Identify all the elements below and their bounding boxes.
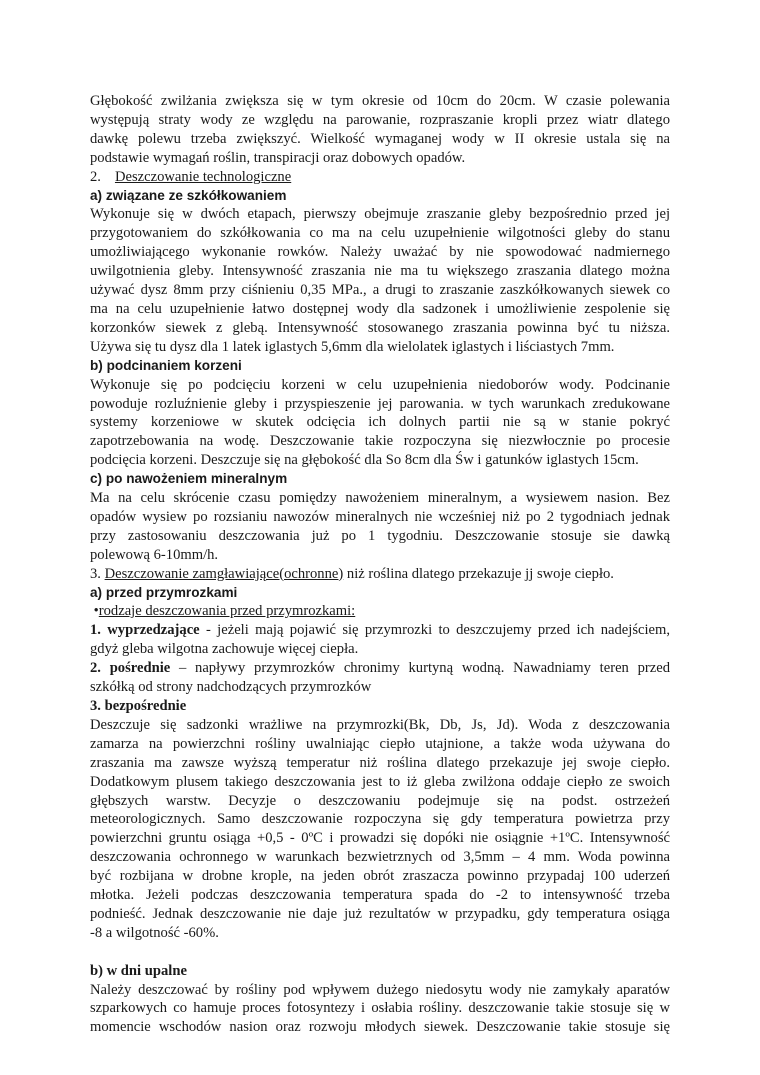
item-label: 2. pośrednie <box>90 660 171 677</box>
text-line: szkółką od strony nadchodzących przymrozków <box>90 679 372 696</box>
text-line <box>90 659 670 678</box>
text-line: Wykonuje się w dwóch etapach, pierwszy obejmuje zraszanie gleby bezpośrednio przed jej <box>90 206 670 223</box>
paragraph-item-3 <box>90 716 670 943</box>
text-line <box>90 621 670 640</box>
section-2-heading <box>90 168 670 187</box>
text-line: zamarza na powierzchni rośliny uwalniając ciepło utajnione, a także woda używana do <box>90 735 670 752</box>
text-line: gdyż gleba wilgotna zachowuje więcej ciepła. <box>90 641 359 658</box>
section-title: Deszczowanie zamgławiające(ochronne) <box>104 565 344 582</box>
text-line: -8 a wilgotność -60%. <box>90 924 219 941</box>
text-line: przygotowaniem do szkółkowania co ma na celu uzupełnienie wilgotności gleby do stanu <box>90 225 670 242</box>
text-line: powierzchni gruntu osiąga +0,5 - 0ºC i prowadzi się dopóki nie osiągnie +1ºC. Intensywność <box>90 830 670 847</box>
text-line: zapotrzebowania na wodę. Deszczowanie takie rozpoczyna się niezwłocznie po procesie <box>90 433 670 450</box>
section-title: Deszczowanie technologiczne <box>114 168 292 185</box>
paragraph-b <box>90 376 670 471</box>
text-line: meteorologicznych. Samo deszczowanie rozpoczyna się gdy temperatura powietrza przy <box>90 811 670 828</box>
subheading-3a: a) przed przymrozkami <box>90 584 238 600</box>
item-2 <box>90 659 670 697</box>
text-line: umożliwiającego wykonanie rowków. Należy uważać by nie spowodować nadmiernego <box>90 244 670 261</box>
item-1 <box>90 621 670 659</box>
section-title-rest: niż roślina dlatego przekazuje jj swoje ciepło. <box>343 565 614 582</box>
text-line: Używa się tu dysz dla 1 latek iglastych 5,6mm dla wielolatek iglastych i liściastych 7mm. <box>90 338 615 355</box>
text-line: podnieść. Jednak deszczowanie nie daje już rezultatów w przypadku, gdy temperatura osiąga <box>90 905 670 922</box>
text-line: podstawie wymagań roślin, transpiracji oraz dobowych opadów. <box>90 149 466 166</box>
text-line: powoduje rozluźnienie gleby i przyspieszenie jej parowania. w tych warunkach zredukowane <box>90 395 670 412</box>
paragraph-c <box>90 489 670 565</box>
text-line: uwilgotnienia gleby. Intensywność zraszania nie ma tu większego zraszania dlatego można <box>90 263 670 280</box>
text-line: ma na celu uzupełnienie łatwo dostępnej wody dla sadzonek i umożliwienie zespolenie się <box>90 300 670 317</box>
text-line: Należy deszczować by rośliny pod wpływem dużego niedosytu wody nie zamykały aparatów <box>90 981 670 998</box>
bullet-text: rodzaje deszczowania przed przymrozkami: <box>98 603 356 620</box>
item-text: - jeżeli mają pojawić się przymrozki to deszczujemy przed ich nadejściem, <box>199 622 671 639</box>
text-line: zraszania ma zawsze wyższą temperatur niż roślina dlatego przekazuje jej swoje ciepło. <box>90 754 670 771</box>
text-line: momencie wschodów nasion oraz rozwoju młodych siewek. Deszczowanie takie stosuje się <box>90 1019 670 1036</box>
bullet-icon: • <box>93 603 99 620</box>
text-line: szparkowych co hamuje proces fotosyntezy i osłabia rośliny. deszczowanie takie stosuje się w <box>90 1000 670 1017</box>
section-number: 2. <box>90 168 101 185</box>
subheading-a: a) związane ze szkółkowaniem <box>90 187 287 203</box>
subheading-3b: b) w dni upalne <box>90 962 187 979</box>
item-text: – napływy przymrozków chronimy kurtyną wodną. Nawadniamy teren przed <box>170 660 670 677</box>
paragraph-a <box>90 205 670 356</box>
text-line: używać dysz 8mm przy ciśnieniu 0,35 MPa., a drugi to zraszanie zaszkółkowanych siewek co <box>90 282 670 299</box>
text-line: być rozbijana w drobne krople, na jeden obrót zraszacza powinno przypadaj 100 uderzeń <box>90 868 670 885</box>
text-line: deszczowania ochronnego w warunkach bezwietrznych od 3,5mm – 4 mm. Woda powinna <box>90 849 670 866</box>
text-line: korzonków siewek z glebą. Intensywność stosowanego zraszania powinna być tu niższa. <box>90 319 670 336</box>
section-3-heading <box>90 565 670 584</box>
document-body <box>90 92 670 1037</box>
subheading-c: c) po nawożeniem mineralnym <box>90 471 288 487</box>
text-line: młotka. Jeżeli podczas deszczowania temperatura spada do -2 to intensywność trzeba <box>90 887 670 904</box>
paragraph-3b <box>90 981 670 1038</box>
text-line: polewową 6-10mm/h. <box>90 546 219 563</box>
intro-paragraph <box>90 92 670 168</box>
bullet-item <box>90 602 670 621</box>
text-line: Deszczuje się sadzonki wrażliwe na przymrozki(Bk, Db, Js, Jd). Woda z deszczowania <box>90 716 670 733</box>
subheading-b: b) podcinaniem korzeni <box>90 357 242 373</box>
text-line: Wykonuje się po podcięciu korzeni w celu uzupełnienia niedoborów wody. Podcinanie <box>90 376 670 393</box>
text-line: Dodatkowym plusem takiego deszczowania jest to iż gleba zwilżona oddaje ciepło ze swoich <box>90 773 670 790</box>
text-line: przy zastosowaniu deszczowania już po 1 tygodniu. Deszczowanie stosuje sie dawką <box>90 527 670 544</box>
text-line: występują straty wody ze względu na parowanie, rozpraszanie kropli przez wiatr dlatego <box>90 111 670 128</box>
section-number: 3. <box>90 565 101 582</box>
text-line: Głębokość zwilżania zwiększa się w tym okresie od 10cm do 20cm. W czasie polewania <box>90 93 670 109</box>
text-line: Ma na celu skrócenie czasu pomiędzy nawożeniem mineralnym, a wysiewem nasion. Bez <box>90 490 670 507</box>
item-label: 1. wyprzedzające <box>90 622 200 639</box>
item-3-heading: 3. bezpośrednie <box>90 698 187 714</box>
text-line: głębszych warstw. Decyzje o deszczowaniu podejmuje się na podst. ostrzeżeń <box>90 792 670 809</box>
blank-line <box>90 943 670 962</box>
text-line: opadów wysiew po rozsianiu nawozów mineralnych nie wcześniej niż po 2 tygodniach jednak <box>90 508 670 525</box>
text-line: dawkę polewu trzeba zwiększyć. Wielkość wymaganej wody w II okresie ustala się na <box>90 130 670 147</box>
text-line: systemy korzeniowe w skutek odcięcia ich dolnych partii nie są w stanie pokryć <box>90 414 670 431</box>
text-line: podcięcia korzeni. Deszczuje się na głębokość dla So 8cm dla Św i gatunków iglastych 15cm. <box>90 452 639 469</box>
